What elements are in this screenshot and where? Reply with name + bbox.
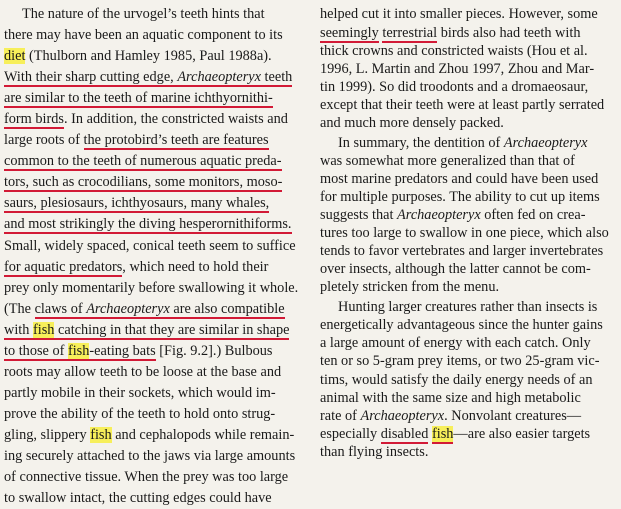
- text-run: especially: [320, 426, 381, 442]
- text-run: tims, would satisfy the daily energy needs of an: [320, 372, 593, 388]
- left-text-line: [4, 488, 272, 509]
- left-text-line: [4, 67, 292, 88]
- left-text-line: [4, 130, 269, 151]
- left-text-line: [4, 257, 268, 278]
- text-run: partly mobile in their sockets, which would im-: [4, 385, 276, 401]
- text-run: most marine predators and could have been used: [320, 171, 599, 187]
- text-run: In summary, the dentition of: [338, 135, 504, 151]
- text-run: energetically advantageous since the hunter gains: [320, 317, 603, 333]
- right-text-line: [320, 113, 504, 134]
- text-run: tures too large to swallow in one piece, which also: [320, 225, 609, 241]
- underlined-text: are also compatible: [169, 301, 285, 317]
- left-text-line: [4, 25, 283, 46]
- underlined-text: saurs, plesiosaurs, ichthyosaurs, many whales,: [4, 195, 270, 211]
- text-run: for multiple purposes. The ability to cut up items: [320, 189, 600, 205]
- left-text-line: [4, 4, 265, 25]
- text-run: [Fig. 9.2].) Bulbous: [155, 343, 273, 359]
- text-run: 1996, L. Martin and Zhou 1997, Zhou and Mar-: [320, 61, 595, 77]
- text-run: prove the ability of the teeth to hold onto strug-: [4, 406, 276, 422]
- left-text-line: [4, 109, 288, 130]
- text-run: , which need to hold their: [122, 259, 269, 275]
- text-run: tends to favor vertebrates and larger invertebrates: [320, 243, 604, 259]
- text-run: and much more densely packed.: [320, 115, 504, 131]
- text-run: animal with the same size and high metabolic: [320, 390, 581, 406]
- left-text-line: [4, 299, 285, 320]
- text-run: thick crowns and constricted waists (Hou et al.: [320, 43, 588, 59]
- underlined-text: with: [4, 322, 33, 338]
- text-run: ten or so 5-gram prey items, or two 25-gram vic-: [320, 353, 600, 369]
- underlined-text: to those of: [4, 343, 68, 359]
- left-text-line: [4, 404, 275, 425]
- text-run: Archaeopteryx: [360, 408, 445, 424]
- text-run: over insects, although the latter cannot be com-: [320, 261, 591, 277]
- text-run: ing securely attached to the jaws via large amounts: [4, 448, 296, 464]
- text-run: of connective tissue. When the prey was too large: [4, 469, 289, 485]
- left-text-line: [4, 467, 288, 488]
- left-text-line: [4, 193, 269, 214]
- underlined-text: terrestrial: [382, 25, 438, 41]
- text-run: tin 1999). So did troodonts and a dromaeosaur,: [320, 79, 589, 95]
- right-text-line: [320, 442, 428, 463]
- text-run: rate of: [320, 408, 361, 424]
- underlined-text: the protobird’s teeth are features: [83, 132, 269, 148]
- text-run: Archaeopteryx: [397, 207, 481, 223]
- right-text-line: [320, 351, 600, 372]
- text-run: roots may allow teeth to be loose at the base and: [4, 364, 282, 380]
- underlined-text: tors, such as crocodilians, some monitors, moso-: [4, 174, 283, 190]
- text-run: suggests that: [320, 207, 398, 223]
- highlighted-underlined-text: fish: [431, 426, 454, 442]
- underlined-text: claws of: [34, 301, 87, 317]
- text-run: a large amount of energy with each catch. Only: [320, 335, 591, 351]
- text-run: was somewhat more generalized than that of: [320, 153, 575, 169]
- left-text-line: [4, 425, 294, 446]
- underlined-text: With their sharp cutting edge,: [4, 69, 178, 85]
- underlined-text: disabled: [380, 426, 429, 442]
- left-text-line: [4, 88, 273, 109]
- left-text-line: [4, 172, 282, 193]
- underlined-text: common to the teeth of numerous aquatic preda-: [4, 153, 282, 169]
- highlighted-text: fish: [90, 427, 112, 443]
- highlighted-text: diet: [4, 48, 26, 64]
- text-run: Hunting larger creatures rather than insects is: [338, 299, 598, 315]
- right-text-line: [320, 4, 598, 25]
- text-run: Archaeopteryx: [503, 135, 588, 151]
- left-text-line: [4, 341, 272, 362]
- underlined-text: Archaeopteryx: [86, 301, 170, 317]
- right-text-line: [320, 277, 499, 298]
- underlined-text: seemingly: [320, 25, 379, 41]
- left-text-line: [4, 446, 295, 467]
- left-text-line: [4, 236, 296, 257]
- underlined-text: catching in that they are similar in shape: [54, 322, 290, 338]
- text-run: except that their teeth were at least partly serrated: [320, 97, 605, 113]
- left-text-line: [4, 278, 298, 299]
- underlined-text: are similar to the teeth of marine ichthyornithi-: [4, 90, 273, 106]
- text-run: gling, slippery: [4, 427, 91, 443]
- text-run: Small, widely spaced, conical teeth seem to suffice: [4, 238, 296, 254]
- left-text-line: [4, 383, 276, 404]
- text-run: The nature of the urvogel’s teeth hints that: [22, 6, 265, 22]
- underlined-text: and most strikingly the diving hesperornithiforms.: [4, 216, 292, 232]
- text-run: birds also had teeth with: [437, 25, 581, 41]
- text-run: and cephalopods while remain-: [111, 427, 295, 443]
- text-run: than flying insects.: [320, 444, 429, 460]
- left-text-line: [4, 151, 282, 172]
- text-run: . Nonvolant creatures—: [444, 408, 582, 424]
- left-text-line: [4, 320, 289, 341]
- text-run: large roots of: [4, 132, 84, 148]
- underlined-text: teeth: [260, 69, 293, 85]
- text-run: prey only momentarily before swallowing it whole.: [4, 280, 299, 296]
- highlighted-underlined-text: fish: [67, 343, 90, 359]
- underlined-text: Archaeopteryx: [177, 69, 261, 85]
- left-text-line: [4, 362, 281, 383]
- underlined-text: form birds: [4, 111, 64, 127]
- text-run: (Thulborn and Hamley 1985, Paul 1988a).: [25, 48, 272, 64]
- text-run: . In addition, the constricted waists and: [63, 111, 288, 127]
- text-run: helped cut it into smaller pieces. However, some: [320, 6, 598, 22]
- left-text-line: [4, 46, 272, 67]
- underlined-text: -eating bats: [89, 343, 156, 359]
- highlighted-underlined-text: fish: [33, 322, 55, 338]
- text-run: (The: [4, 301, 35, 317]
- text-run: there may have been an aquatic component to its: [4, 27, 283, 43]
- left-text-line: [4, 214, 292, 235]
- text-run: —are also easier targets: [453, 426, 591, 442]
- text-run: pletely stricken from the menu.: [320, 279, 500, 295]
- underlined-text: for aquatic predators: [4, 259, 123, 275]
- text-run: to swallow intact, the cutting edges could have: [4, 490, 272, 506]
- text-run: often fed on crea-: [480, 207, 586, 223]
